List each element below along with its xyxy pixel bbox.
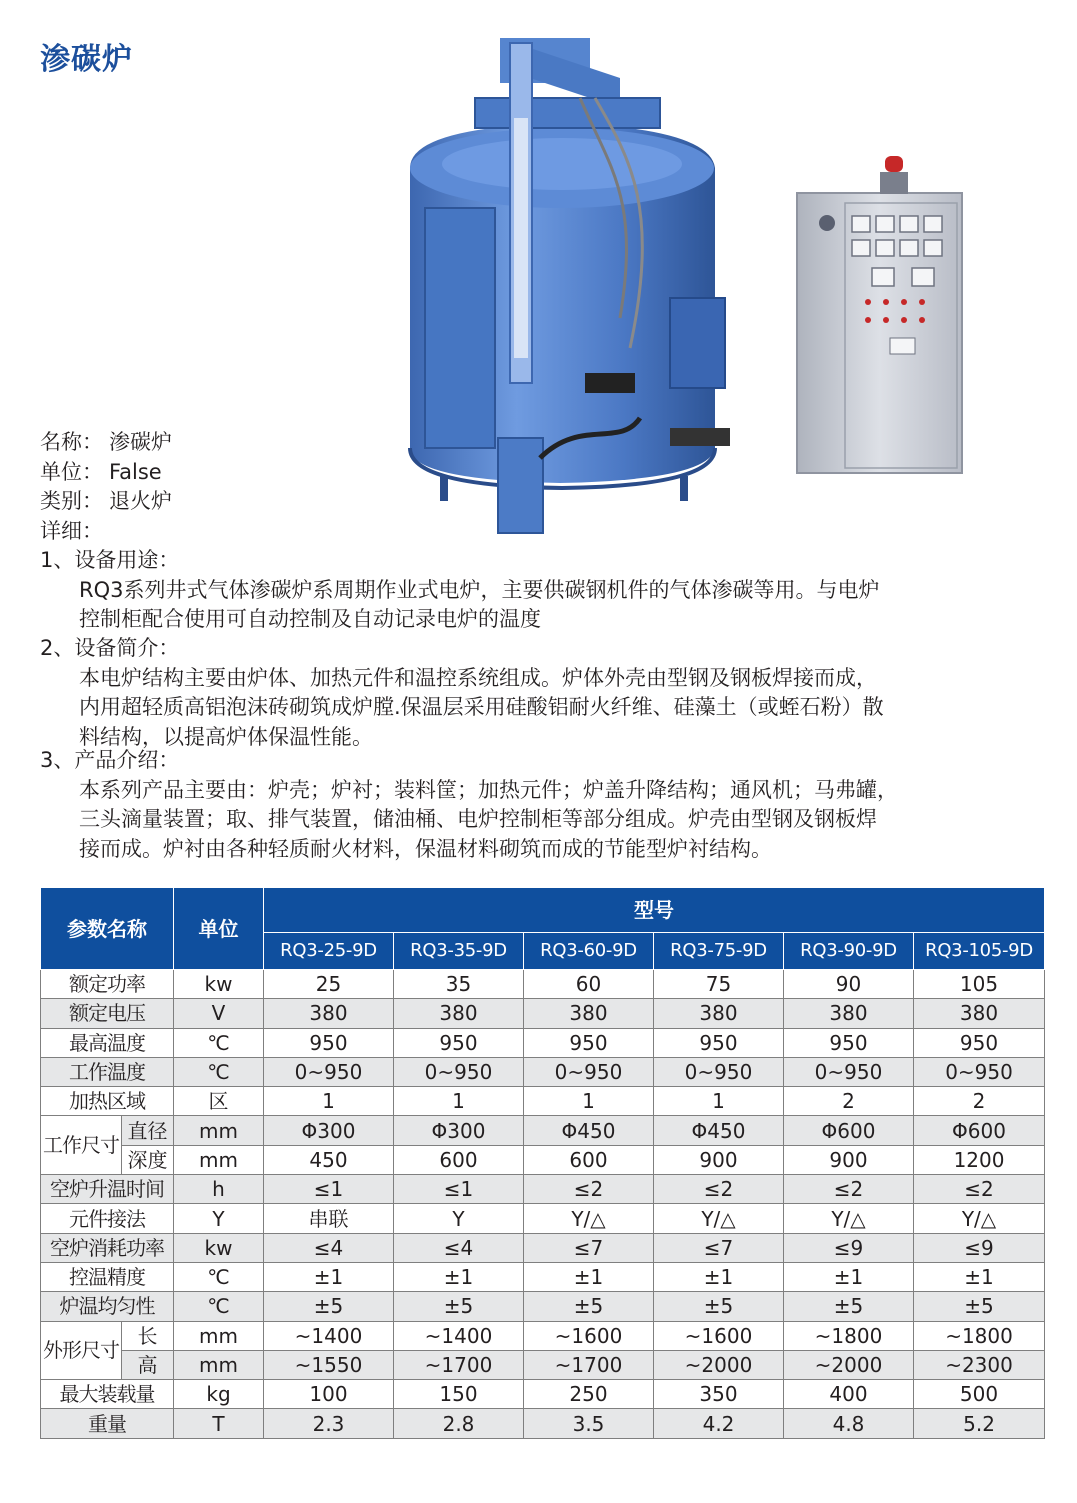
value-cell: 600 bbox=[524, 1145, 654, 1174]
value-cell: ≤2 bbox=[654, 1175, 784, 1204]
value-cell: 380 bbox=[914, 999, 1045, 1028]
value-cell: ~2000 bbox=[654, 1350, 784, 1379]
param-name-cell: 加热区域 bbox=[41, 1087, 174, 1116]
param-sub-cell: 深度 bbox=[122, 1145, 174, 1174]
section-line: 三头滴量装置；取、排气装置，储油桶、电炉控制柜等部分组成。炉壳由型钢及钢板焊 bbox=[79, 807, 877, 831]
value-cell: ~1400 bbox=[394, 1321, 524, 1350]
unit-cell: ℃ bbox=[174, 1262, 264, 1291]
value-cell: ±1 bbox=[784, 1262, 914, 1291]
value-cell: ≤9 bbox=[914, 1233, 1045, 1262]
value-cell: 380 bbox=[654, 999, 784, 1028]
value-cell: ~1600 bbox=[524, 1321, 654, 1350]
param-group-cell: 外形尺寸 bbox=[41, 1321, 122, 1380]
value-cell: 380 bbox=[264, 999, 394, 1028]
value-cell: 35 bbox=[394, 970, 524, 999]
table-row bbox=[41, 1028, 1045, 1057]
value-cell: ±5 bbox=[524, 1292, 654, 1321]
value-cell: 0~950 bbox=[264, 1057, 394, 1086]
section-body bbox=[79, 576, 1009, 635]
value-cell: 3.5 bbox=[524, 1409, 654, 1438]
value-cell: Y/△ bbox=[654, 1204, 784, 1233]
value-cell: 350 bbox=[654, 1380, 784, 1409]
product-info bbox=[40, 428, 172, 546]
value-cell: ~1700 bbox=[524, 1350, 654, 1379]
table-row bbox=[41, 999, 1045, 1028]
unit-cell: mm bbox=[174, 1350, 264, 1379]
unit-cell: ℃ bbox=[174, 1028, 264, 1057]
value-cell: 5.2 bbox=[914, 1409, 1045, 1438]
value-cell: 950 bbox=[264, 1028, 394, 1057]
name-label: 名称： bbox=[40, 430, 103, 454]
section-heading: 3、产品介绍： bbox=[40, 748, 180, 772]
value-cell: 0~950 bbox=[524, 1057, 654, 1086]
value-cell: 950 bbox=[914, 1028, 1045, 1057]
param-name-cell: 额定电压 bbox=[41, 999, 174, 1028]
model-header: RQ3-90-9D bbox=[784, 933, 914, 970]
unit-value: False bbox=[109, 459, 162, 484]
section-line: 本系列产品主要由：炉壳；炉衬；装料筐；加热元件；炉盖升降结构；通风机；马弗罐， bbox=[79, 777, 898, 802]
section-purpose bbox=[40, 546, 1009, 635]
param-sub-cell: 高 bbox=[122, 1350, 174, 1379]
value-cell: 0~950 bbox=[394, 1057, 524, 1086]
value-cell: 1 bbox=[524, 1087, 654, 1116]
unit-cell: mm bbox=[174, 1116, 264, 1145]
value-cell: 4.8 bbox=[784, 1409, 914, 1438]
value-cell: ±5 bbox=[394, 1292, 524, 1321]
param-name-cell: 额定功率 bbox=[41, 970, 174, 999]
value-cell: 105 bbox=[914, 970, 1045, 999]
unit-cell: h bbox=[174, 1175, 264, 1204]
param-name-cell: 空炉升温时间 bbox=[41, 1175, 174, 1204]
unit-cell: ℃ bbox=[174, 1057, 264, 1086]
value-cell: ≤4 bbox=[394, 1233, 524, 1262]
unit-cell: kg bbox=[174, 1380, 264, 1409]
section-line: RQ3系列井式气体渗碳炉系周期作业式电炉，主要供碳钢机件的气体渗碳等用。与电炉 bbox=[79, 577, 880, 602]
value-cell: ±1 bbox=[264, 1262, 394, 1291]
unit-label: 单位： bbox=[40, 459, 103, 484]
param-name-cell: 元件接法 bbox=[41, 1204, 174, 1233]
value-cell: ≤1 bbox=[394, 1175, 524, 1204]
value-cell: ±5 bbox=[654, 1292, 784, 1321]
value-cell: ≤2 bbox=[784, 1175, 914, 1204]
unit-cell: ℃ bbox=[174, 1292, 264, 1321]
value-cell: ≤7 bbox=[654, 1233, 784, 1262]
section-body bbox=[79, 664, 1009, 753]
model-header: RQ3-75-9D bbox=[654, 933, 784, 970]
value-cell: ±1 bbox=[914, 1262, 1045, 1291]
table-row bbox=[41, 1292, 1045, 1321]
value-cell: Y/△ bbox=[914, 1204, 1045, 1233]
param-name-cell: 控温精度 bbox=[41, 1262, 174, 1291]
value-cell: 90 bbox=[784, 970, 914, 999]
spec-table bbox=[40, 887, 1045, 1439]
param-name-cell: 炉温均匀性 bbox=[41, 1292, 174, 1321]
section-line: 本电炉结构主要由炉体、加热元件和温控系统组成。炉体外壳由型钢及钢板焊接而成， bbox=[79, 665, 877, 690]
table-row bbox=[41, 1057, 1045, 1086]
value-cell: 500 bbox=[914, 1380, 1045, 1409]
value-cell: 900 bbox=[784, 1145, 914, 1174]
header-param-name: 参数名称 bbox=[41, 888, 174, 970]
value-cell: ≤7 bbox=[524, 1233, 654, 1262]
value-cell: 25 bbox=[264, 970, 394, 999]
value-cell: ±1 bbox=[394, 1262, 524, 1291]
section-body bbox=[79, 776, 1009, 865]
table-row bbox=[41, 970, 1045, 999]
unit-cell: V bbox=[174, 999, 264, 1028]
param-sub-cell: 长 bbox=[122, 1321, 174, 1350]
value-cell: ±5 bbox=[264, 1292, 394, 1321]
param-name-cell: 重量 bbox=[41, 1409, 174, 1438]
value-cell: 100 bbox=[264, 1380, 394, 1409]
value-cell: 0~950 bbox=[914, 1057, 1045, 1086]
value-cell: 1200 bbox=[914, 1145, 1045, 1174]
table-row bbox=[41, 1175, 1045, 1204]
table-row bbox=[41, 1409, 1045, 1438]
value-cell: Y/△ bbox=[524, 1204, 654, 1233]
unit-cell: T bbox=[174, 1409, 264, 1438]
value-cell: 450 bbox=[264, 1145, 394, 1174]
value-cell: 串联 bbox=[264, 1204, 394, 1233]
param-name-cell: 最大装载量 bbox=[41, 1380, 174, 1409]
table-row bbox=[41, 1145, 1045, 1174]
unit-cell: mm bbox=[174, 1145, 264, 1174]
value-cell: 1 bbox=[654, 1087, 784, 1116]
section-product bbox=[40, 746, 1009, 864]
value-cell: ≤4 bbox=[264, 1233, 394, 1262]
value-cell: ±1 bbox=[524, 1262, 654, 1291]
value-cell: ~1800 bbox=[784, 1321, 914, 1350]
value-cell: 600 bbox=[394, 1145, 524, 1174]
value-cell: 1 bbox=[264, 1087, 394, 1116]
value-cell: 2.8 bbox=[394, 1409, 524, 1438]
value-cell: 0~950 bbox=[654, 1057, 784, 1086]
section-line: 料结构，以提高炉体保温性能。 bbox=[79, 724, 373, 749]
value-cell: 380 bbox=[784, 999, 914, 1028]
section-heading: 1、设备用途： bbox=[40, 548, 180, 572]
unit-cell: kw bbox=[174, 1233, 264, 1262]
spec-table-body bbox=[41, 970, 1045, 1439]
value-cell: Φ450 bbox=[654, 1116, 784, 1145]
value-cell: 380 bbox=[394, 999, 524, 1028]
section-line: 接而成。炉衬由各种轻质耐火材料，保温材料砌筑而成的节能型炉衬结构。 bbox=[79, 836, 772, 861]
value-cell: 0~950 bbox=[784, 1057, 914, 1086]
value-cell: 950 bbox=[394, 1028, 524, 1057]
value-cell: 2 bbox=[914, 1087, 1045, 1116]
value-cell: 950 bbox=[784, 1028, 914, 1057]
model-header: RQ3-35-9D bbox=[394, 933, 524, 970]
value-cell: ~2300 bbox=[914, 1350, 1045, 1379]
param-name-cell: 空炉消耗功率 bbox=[41, 1233, 174, 1262]
value-cell: 4.2 bbox=[654, 1409, 784, 1438]
value-cell: 900 bbox=[654, 1145, 784, 1174]
category-label: 类别： bbox=[40, 489, 103, 513]
param-group-cell: 工作尺寸 bbox=[41, 1116, 122, 1175]
section-heading: 2、设备简介： bbox=[40, 636, 180, 660]
value-cell: ±5 bbox=[784, 1292, 914, 1321]
param-name-cell: 工作温度 bbox=[41, 1057, 174, 1086]
value-cell: ~1600 bbox=[654, 1321, 784, 1350]
table-row bbox=[41, 1321, 1045, 1350]
value-cell: Y/△ bbox=[784, 1204, 914, 1233]
unit-cell: mm bbox=[174, 1321, 264, 1350]
value-cell: 75 bbox=[654, 970, 784, 999]
unit-cell: Y bbox=[174, 1204, 264, 1233]
furnace-product-image bbox=[380, 18, 980, 548]
value-cell: 2.3 bbox=[264, 1409, 394, 1438]
value-cell: ~2000 bbox=[784, 1350, 914, 1379]
table-row bbox=[41, 1204, 1045, 1233]
model-header: RQ3-105-9D bbox=[914, 933, 1045, 970]
table-row bbox=[41, 1116, 1045, 1145]
table-row bbox=[41, 1380, 1045, 1409]
section-line: 控制柜配合使用可自动控制及自动记录电炉的温度 bbox=[79, 607, 541, 631]
value-cell: 60 bbox=[524, 970, 654, 999]
value-cell: 950 bbox=[524, 1028, 654, 1057]
value-cell: ≤1 bbox=[264, 1175, 394, 1204]
value-cell: Φ300 bbox=[394, 1116, 524, 1145]
value-cell: 380 bbox=[524, 999, 654, 1028]
value-cell: ≤9 bbox=[784, 1233, 914, 1262]
value-cell: Φ600 bbox=[784, 1116, 914, 1145]
value-cell: ±1 bbox=[654, 1262, 784, 1291]
value-cell: Φ300 bbox=[264, 1116, 394, 1145]
value-cell: 250 bbox=[524, 1380, 654, 1409]
model-header: RQ3-60-9D bbox=[524, 933, 654, 970]
value-cell: ±5 bbox=[914, 1292, 1045, 1321]
name-value: 渗碳炉 bbox=[109, 430, 172, 454]
category-value: 退火炉 bbox=[109, 489, 172, 513]
value-cell: ~1800 bbox=[914, 1321, 1045, 1350]
value-cell: ≤2 bbox=[524, 1175, 654, 1204]
info-detail-row bbox=[40, 517, 172, 547]
model-header: RQ3-25-9D bbox=[264, 933, 394, 970]
value-cell: ~1550 bbox=[264, 1350, 394, 1379]
header-unit: 单位 bbox=[174, 888, 264, 970]
info-name-row bbox=[40, 428, 172, 458]
value-cell: ≤2 bbox=[914, 1175, 1045, 1204]
value-cell: 950 bbox=[654, 1028, 784, 1057]
info-unit-row bbox=[40, 458, 172, 488]
detail-label: 详细： bbox=[40, 518, 103, 543]
table-row bbox=[41, 1262, 1045, 1291]
value-cell: 1 bbox=[394, 1087, 524, 1116]
value-cell: Φ600 bbox=[914, 1116, 1045, 1145]
table-row bbox=[41, 1350, 1045, 1379]
value-cell: 400 bbox=[784, 1380, 914, 1409]
unit-cell: kw bbox=[174, 970, 264, 999]
header-model: 型号 bbox=[264, 888, 1045, 933]
value-cell: 150 bbox=[394, 1380, 524, 1409]
unit-cell: 区 bbox=[174, 1087, 264, 1116]
section-line: 内用超轻质高铝泡沫砖砌筑成炉膛.保温层采用硅酸铝耐火纤维、硅藻土（或蛭石粉）散 bbox=[79, 695, 884, 719]
param-name-cell: 最高温度 bbox=[41, 1028, 174, 1057]
value-cell: Y bbox=[394, 1204, 524, 1233]
section-overview bbox=[40, 634, 1009, 752]
page-title: 渗碳炉 bbox=[40, 42, 133, 77]
value-cell: 2 bbox=[784, 1087, 914, 1116]
value-cell: Φ450 bbox=[524, 1116, 654, 1145]
value-cell: ~1400 bbox=[264, 1321, 394, 1350]
param-sub-cell: 直径 bbox=[122, 1116, 174, 1145]
info-category-row bbox=[40, 487, 172, 517]
value-cell: ~1700 bbox=[394, 1350, 524, 1379]
table-row bbox=[41, 1233, 1045, 1262]
table-row bbox=[41, 1087, 1045, 1116]
